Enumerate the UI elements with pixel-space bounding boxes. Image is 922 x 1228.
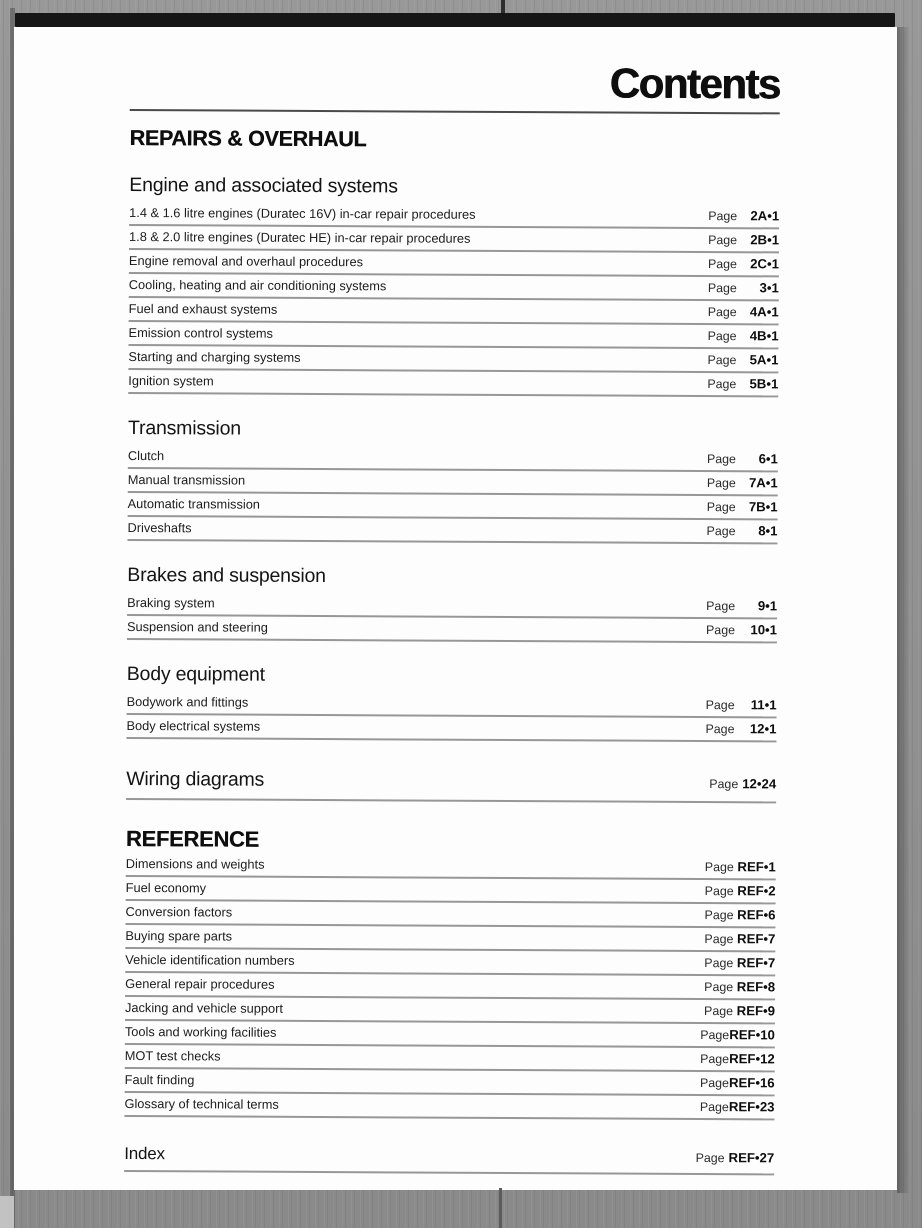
page-word: Page (699, 1076, 730, 1091)
section-heading: Transmission (128, 417, 241, 440)
toc-row (127, 691, 777, 718)
toc-row (125, 1021, 775, 1048)
page-word: Page (709, 777, 739, 792)
toc-entry-label: Jacking and vehicle support (124, 1000, 284, 1016)
section-heading: Index (124, 1144, 165, 1164)
page-word: Page (706, 599, 736, 614)
page-word: Page (704, 932, 734, 947)
page-number: 10•1 (750, 622, 778, 638)
page-word: Page (700, 1052, 730, 1067)
toc-row (125, 901, 775, 928)
page-word: Page (704, 860, 734, 875)
page-number: 7A•1 (748, 475, 778, 491)
page-word: Page (708, 233, 738, 248)
page-right-shadow (897, 27, 910, 1193)
toc-row (125, 949, 775, 976)
page-word: Page (704, 908, 734, 923)
page-number: 2B•1 (750, 232, 780, 248)
toc-entry-label: Braking system (127, 595, 215, 611)
toc-entry-label: Cooling, heating and air conditioning systems (128, 277, 387, 294)
contents-page-content (124, 59, 780, 1175)
toc-group (126, 663, 776, 742)
toc-entry-label: Fuel economy (125, 880, 207, 896)
part-header: REPAIRS & OVERHAUL (129, 126, 367, 152)
section-heading: Wiring diagrams (126, 768, 265, 791)
page-number: REF•12 (729, 1051, 775, 1067)
toc-blocks (124, 126, 779, 1175)
page-number: 6•1 (758, 451, 778, 467)
page-word: Page (704, 980, 734, 995)
section-heading: Body equipment (126, 663, 265, 686)
page-word: Page (706, 452, 736, 467)
toc-entry-label: Starting and charging systems (128, 349, 301, 365)
page-number: 12•1 (749, 721, 777, 737)
page-word: Page (707, 281, 737, 296)
toc-row (125, 1069, 775, 1096)
page-word: Page (707, 329, 737, 344)
page-word: Page (706, 524, 736, 539)
toc-row (128, 322, 778, 349)
page-number: 4B•1 (749, 328, 779, 344)
toc-row (127, 616, 777, 643)
toc-row (129, 274, 779, 301)
page-number: 5B•1 (749, 376, 779, 392)
page-number: 2A•1 (750, 208, 780, 224)
toc-row (127, 517, 777, 544)
toc-entry-label: Buying spare parts (125, 928, 233, 944)
page-number: 4A•1 (749, 304, 779, 320)
page-word: Page (707, 353, 737, 368)
toc-entry-label: Clutch (127, 448, 165, 464)
page-number: REF•27 (728, 1150, 775, 1166)
section-heading: REFERENCE (125, 826, 259, 852)
toc-entry-label: Suspension and steering (126, 619, 268, 635)
page-number: 3•1 (759, 280, 779, 296)
page-number: REF•9 (736, 1003, 776, 1019)
page-number: 2C•1 (750, 256, 779, 272)
page-word: Page (704, 1004, 734, 1019)
toc-entry-label: Fuel and exhaust systems (128, 301, 278, 317)
page-number: 7B•1 (748, 499, 778, 515)
toc-row (124, 1093, 774, 1120)
page-number: 11•1 (750, 697, 777, 713)
page-word: Page (699, 1100, 729, 1115)
page-number: REF•1 (737, 859, 776, 875)
page-number: 5A•1 (749, 352, 779, 368)
page-word: Page (706, 476, 736, 491)
page-word: Page (706, 623, 736, 638)
toc-row (128, 370, 778, 397)
toc-group (128, 174, 779, 397)
toc-entry-label: Ignition system (128, 373, 214, 389)
page-word: Page (706, 500, 736, 515)
page-title: Contents (609, 59, 781, 108)
page-number: 9•1 (757, 598, 778, 614)
toc-row (128, 346, 778, 373)
toc-row (129, 298, 779, 325)
page-word: Page (705, 722, 735, 737)
title-rule (130, 109, 780, 114)
toc-row (129, 202, 779, 229)
page-number: REF•7 (737, 931, 776, 947)
page-word: Page (707, 377, 737, 392)
toc-row (125, 973, 775, 1000)
toc-entry-label: Automatic transmission (127, 496, 260, 512)
page-number: REF•6 (737, 907, 776, 923)
toc-row (125, 925, 775, 952)
toc-row (127, 592, 777, 619)
toc-entry-label: 1.8 & 2.0 litre engines (Duratec HE) in-car repair procedures (129, 229, 471, 246)
toc-row (128, 445, 778, 472)
toc-group (127, 417, 778, 544)
page-number: REF•23 (728, 1099, 775, 1115)
toc-entry-label: Vehicle identification numbers (125, 952, 295, 968)
page-number: REF•2 (737, 883, 776, 899)
page-word: Page (708, 209, 738, 224)
toc-entry-label: Dimensions and weights (125, 856, 265, 872)
page-word: Page (705, 698, 735, 713)
page-top-edge-band (15, 13, 895, 27)
toc-row (126, 853, 776, 880)
toc-row (129, 226, 779, 253)
toc-row (128, 493, 778, 520)
scanned-page (14, 27, 897, 1190)
page-number: 8•1 (758, 523, 778, 539)
toc-entry-label: Glossary of technical terms (124, 1096, 279, 1112)
toc-entry-label: Engine removal and overhaul procedures (128, 253, 364, 270)
page-number: REF•8 (736, 979, 776, 995)
page-number: REF•10 (729, 1027, 775, 1043)
toc-entry-label: Tools and working facilities (124, 1024, 277, 1040)
toc-row (129, 250, 779, 277)
page-word: Page (700, 1028, 730, 1043)
toc-entry-label: Emission control systems (128, 325, 273, 341)
page-word: Page (704, 884, 734, 899)
section-heading: Engine and associated systems (129, 174, 398, 198)
toc-row (128, 469, 778, 496)
toc-row (125, 1045, 775, 1072)
toc-entry-label: Fault finding (124, 1072, 195, 1088)
toc-entry-label: MOT test checks (124, 1048, 221, 1064)
page-word: Page (707, 305, 737, 320)
toc-heading-row (126, 765, 776, 803)
toc-entry-label: 1.4 & 1.6 litre engines (Duratec 16V) in-car repair procedures (129, 205, 476, 222)
toc-entry-label: Conversion factors (125, 904, 233, 920)
toc-group (127, 564, 777, 643)
spine-mark-bottom-icon (499, 1188, 502, 1228)
toc-entry-label: Driveshafts (127, 520, 192, 536)
toc-heading-row (124, 1141, 774, 1175)
bottom-left-patch (0, 1196, 14, 1228)
toc-group (124, 826, 776, 1120)
page-number: 12•24 (742, 776, 777, 792)
toc-row (126, 877, 776, 904)
section-heading: Brakes and suspension (127, 564, 326, 588)
toc-entry-label: General repair procedures (125, 976, 275, 992)
toc-row (126, 715, 776, 742)
toc-entry-label: Manual transmission (127, 472, 246, 488)
page-word: Page (707, 257, 737, 272)
toc-row (125, 997, 775, 1024)
page-word: Page (704, 956, 734, 971)
page-number: REF•7 (736, 955, 776, 971)
toc-entry-label: Bodywork and fittings (126, 694, 249, 710)
page-number: REF•16 (728, 1075, 775, 1091)
toc-entry-label: Body electrical systems (126, 718, 261, 734)
page-word: Page (695, 1151, 725, 1166)
